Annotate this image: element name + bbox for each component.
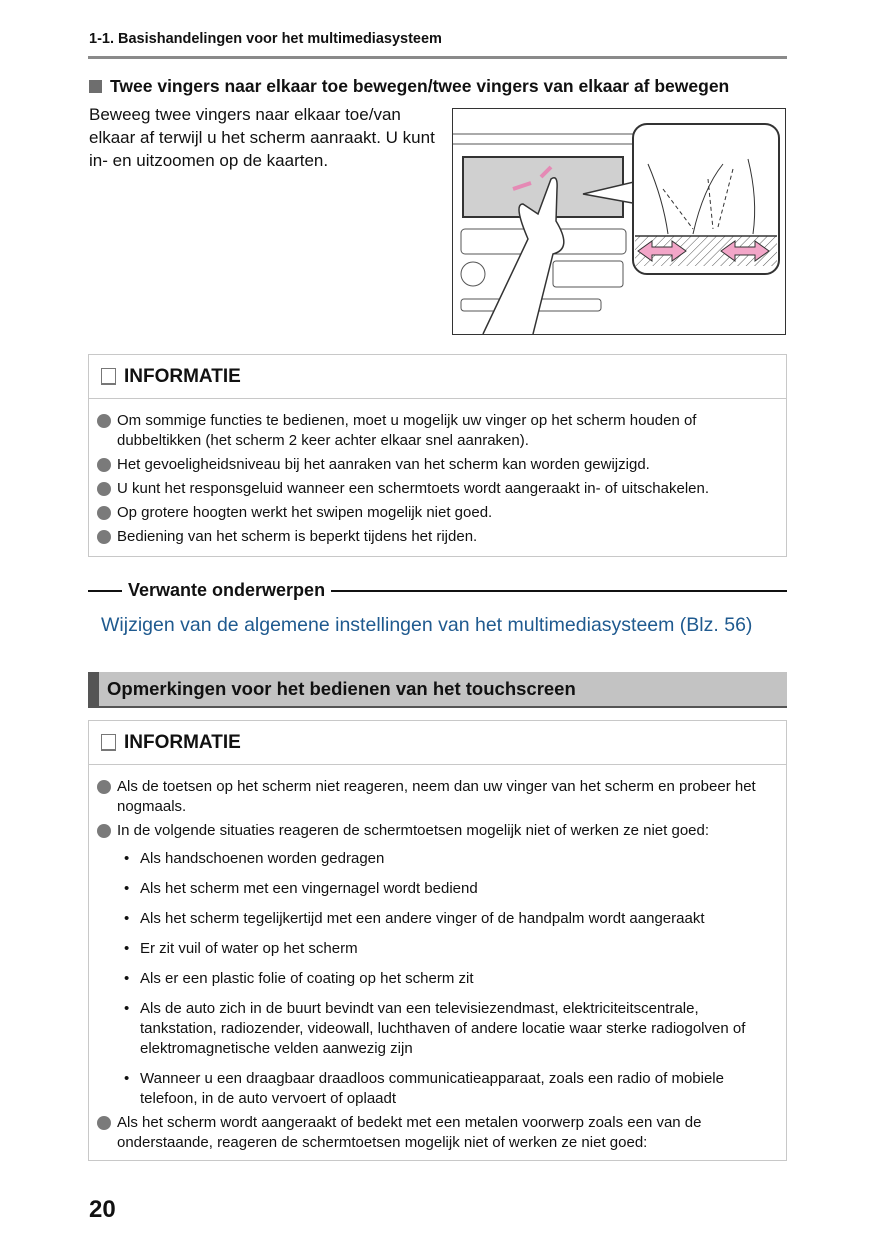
sub-item <box>97 999 778 1059</box>
bullet: • <box>124 1000 130 1017</box>
list-item <box>97 821 778 841</box>
sub-item-text: Als de auto zich in de buurt bevindt van een televisiezendmast, elektriciteitscentrale, tankstation, radiozender, videowall, luchthaven of andere locatie waar sterke radiogolven of elektromagnetische velden aanwezig zijn <box>140 1000 746 1057</box>
section-text: Beweeg twee vingers naar elkaar toe/van elkaar af terwijl u het scherm aanraakt. U kunt in- en uitzoomen op de kaarten. <box>89 105 435 170</box>
sub-item <box>97 909 778 929</box>
bullet: • <box>124 880 130 897</box>
book-icon <box>101 734 116 751</box>
info-title: INFORMATIE <box>124 731 241 753</box>
item-text: Om sommige functies te bedienen, moet u mogelijk uw vinger op het scherm houden of dubbeltikken (het scherm 2 keer achter elkaar snel aanraken). <box>117 412 697 449</box>
list-item <box>97 455 778 475</box>
sub-item <box>97 849 778 869</box>
item-text: Op grotere hoogten werkt het swipen mogelijk niet goed. <box>117 504 493 521</box>
info-box <box>88 354 787 557</box>
sub-item-text: Als het scherm met een vingernagel wordt bediend <box>140 880 478 897</box>
item-text: U kunt het responsgeluid wanneer een schermtoets wordt aangeraakt in- of uitschakelen. <box>117 480 710 497</box>
sub-item-text: Als handschoenen worden gedragen <box>140 850 385 867</box>
chapter-header: 1-1. Basishandelingen voor het multimediasysteem <box>89 31 442 47</box>
bullet: • <box>124 940 130 957</box>
section-bar: Opmerkingen voor het bedienen van het touchscreen <box>88 672 787 708</box>
info-box <box>88 720 787 1161</box>
item-text: Het gevoeligheidsniveau bij het aanraken van het scherm kan worden gewijzigd. <box>117 456 650 473</box>
bullet-icon <box>97 506 111 520</box>
bullet: • <box>124 850 130 867</box>
related-link[interactable]: Wijzigen van de algemene instellingen van het multimediasysteem (Blz. 56) <box>101 614 753 636</box>
sub-item <box>97 969 778 989</box>
bullet-icon <box>97 1116 111 1130</box>
item-text: Als het scherm wordt aangeraakt of bedekt met een metalen voorwerp zoals een van de onderstaande, reageren de schermtoetsen mogelijk niet of werken ze niet goed: <box>117 1114 702 1151</box>
square-bullet-icon <box>89 80 102 93</box>
bullet-icon <box>97 458 111 472</box>
list-item <box>97 777 778 817</box>
bullet: • <box>124 970 130 987</box>
related-topics-heading <box>88 580 787 601</box>
sub-item-text: Als het scherm tegelijkertijd met een andere vinger of de handpalm wordt aangeraakt <box>140 910 705 927</box>
list-item <box>97 411 778 451</box>
item-text: In de volgende situaties reageren de schermtoetsen mogelijk niet of werken ze niet goed: <box>117 822 710 839</box>
header-rule <box>88 56 787 59</box>
item-text: Als de toetsen op het scherm niet reageren, neem dan uw vinger van het scherm en probeer het nogmaals. <box>117 778 756 815</box>
sub-item-text: Er zit vuil of water op het scherm <box>140 940 358 957</box>
list-item <box>97 527 778 547</box>
bullet-icon <box>97 482 111 496</box>
sub-item-text: Wanneer u een draagbaar draadloos communicatieapparaat, zoals een radio of mobiele telefoon, in de auto vervoert of oplaadt <box>140 1070 724 1107</box>
bullet-icon <box>97 414 111 428</box>
bullet-icon <box>97 530 111 544</box>
sub-item <box>97 1069 778 1109</box>
page-number: 20 <box>89 1196 116 1223</box>
bullet: • <box>124 910 130 927</box>
pinch-zoom-illustration <box>452 108 786 335</box>
item-text: Bediening van het scherm is beperkt tijdens het rijden. <box>117 528 478 545</box>
list-item <box>97 503 778 523</box>
section-title: Twee vingers naar elkaar toe bewegen/twee vingers van elkaar af bewegen <box>110 76 730 96</box>
section-heading <box>89 76 729 97</box>
bullet-icon <box>97 780 111 794</box>
bullet-icon <box>97 824 111 838</box>
bullet: • <box>124 1070 130 1087</box>
list-item <box>97 1113 778 1153</box>
list-item <box>97 479 778 499</box>
info-title: INFORMATIE <box>124 365 241 387</box>
sub-item <box>97 939 778 959</box>
sub-item-text: Als er een plastic folie of coating op het scherm zit <box>140 970 474 987</box>
sub-item <box>97 879 778 899</box>
book-icon <box>101 368 116 385</box>
related-title: Verwante onderwerpen <box>128 580 326 600</box>
